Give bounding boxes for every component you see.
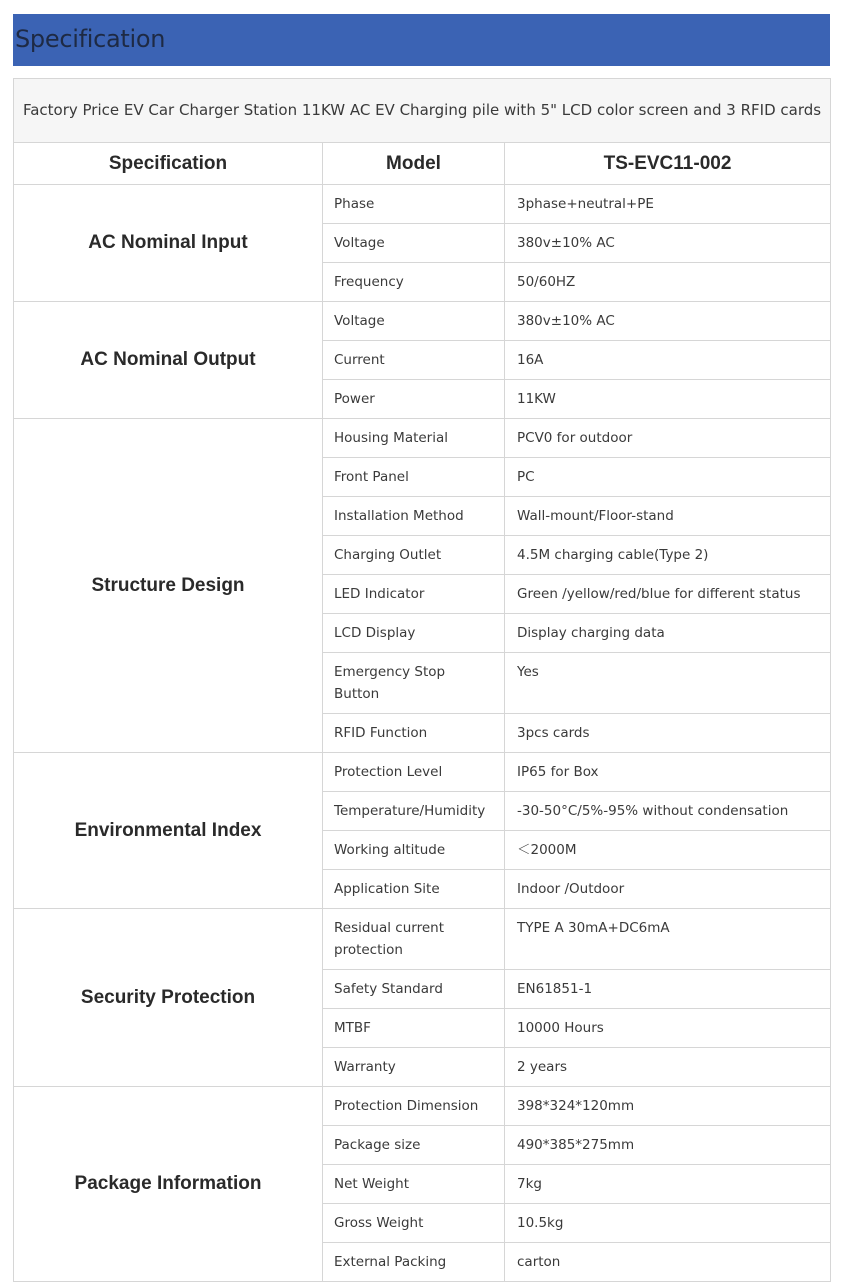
parameter-cell: Package size xyxy=(323,1126,505,1165)
value-cell: 2 years xyxy=(505,1048,831,1087)
table-row xyxy=(14,753,831,792)
value-cell: 380v±10% AC xyxy=(505,224,831,263)
value-cell: IP65 for Box xyxy=(505,753,831,792)
column-header-specification: Specification xyxy=(14,143,323,185)
value-cell: 16A xyxy=(505,341,831,380)
value-cell: Wall-mount/Floor-stand xyxy=(505,497,831,536)
specification-table xyxy=(13,78,831,1282)
parameter-cell: Housing Material xyxy=(323,419,505,458)
parameter-cell: Residual current protection xyxy=(323,909,505,970)
parameter-cell: RFID Function xyxy=(323,714,505,753)
parameter-cell: Power xyxy=(323,380,505,419)
table-row xyxy=(14,302,831,341)
group-label: AC Nominal Input xyxy=(14,185,323,302)
value-cell: 7kg xyxy=(505,1165,831,1204)
table-row xyxy=(14,419,831,458)
parameter-cell: Frequency xyxy=(323,263,505,302)
value-cell: 11KW xyxy=(505,380,831,419)
value-cell: TYPE A 30mA+DC6mA xyxy=(505,909,831,970)
group-label: Package Information xyxy=(14,1087,323,1282)
parameter-cell: LED Indicator xyxy=(323,575,505,614)
table-row xyxy=(14,1087,831,1126)
parameter-cell: Phase xyxy=(323,185,505,224)
value-cell: carton xyxy=(505,1243,831,1282)
value-cell: 3phase+neutral+PE xyxy=(505,185,831,224)
parameter-cell: Voltage xyxy=(323,224,505,263)
parameter-cell: External Packing xyxy=(323,1243,505,1282)
parameter-cell: Working altitude xyxy=(323,831,505,870)
parameter-cell: Temperature/Humidity xyxy=(323,792,505,831)
value-cell: Green /yellow/red/blue for different status xyxy=(505,575,831,614)
parameter-cell: Safety Standard xyxy=(323,970,505,1009)
section-header xyxy=(13,14,830,66)
table-row xyxy=(14,185,831,224)
group-label: Structure Design xyxy=(14,419,323,753)
group-label: Environmental Index xyxy=(14,753,323,909)
parameter-cell: Current xyxy=(323,341,505,380)
product-title: Factory Price EV Car Charger Station 11KW AC EV Charging pile with 5" LCD color screen and 3 RFID cards xyxy=(14,79,831,143)
table-row xyxy=(14,909,831,970)
parameter-cell: LCD Display xyxy=(323,614,505,653)
value-cell: 380v±10% AC xyxy=(505,302,831,341)
value-cell: -30-50°C/5%-95% without condensation xyxy=(505,792,831,831)
parameter-cell: Application Site xyxy=(323,870,505,909)
parameter-cell: Protection Dimension xyxy=(323,1087,505,1126)
group-label: Security Protection xyxy=(14,909,323,1087)
value-cell: PCV0 for outdoor xyxy=(505,419,831,458)
value-cell: PC xyxy=(505,458,831,497)
value-cell: ＜2000M xyxy=(505,831,831,870)
parameter-cell: Warranty xyxy=(323,1048,505,1087)
parameter-cell: MTBF xyxy=(323,1009,505,1048)
parameter-cell: Front Panel xyxy=(323,458,505,497)
value-cell: Yes xyxy=(505,653,831,714)
column-header-model-number: TS-EVC11-002 xyxy=(505,143,831,185)
value-cell: 3pcs cards xyxy=(505,714,831,753)
parameter-cell: Emergency Stop Button xyxy=(323,653,505,714)
parameter-cell: Protection Level xyxy=(323,753,505,792)
column-header-model: Model xyxy=(323,143,505,185)
parameter-cell: Installation Method xyxy=(323,497,505,536)
section-title: Specification xyxy=(15,25,166,53)
parameter-cell: Voltage xyxy=(323,302,505,341)
parameter-cell: Net Weight xyxy=(323,1165,505,1204)
value-cell: 398*324*120mm xyxy=(505,1087,831,1126)
value-cell: 50/60HZ xyxy=(505,263,831,302)
value-cell: Display charging data xyxy=(505,614,831,653)
value-cell: 10000 Hours xyxy=(505,1009,831,1048)
value-cell: Indoor /Outdoor xyxy=(505,870,831,909)
value-cell: 10.5kg xyxy=(505,1204,831,1243)
value-cell: 490*385*275mm xyxy=(505,1126,831,1165)
parameter-cell: Gross Weight xyxy=(323,1204,505,1243)
value-cell: 4.5M charging cable(Type 2) xyxy=(505,536,831,575)
parameter-cell: Charging Outlet xyxy=(323,536,505,575)
group-label: AC Nominal Output xyxy=(14,302,323,419)
value-cell: EN61851-1 xyxy=(505,970,831,1009)
